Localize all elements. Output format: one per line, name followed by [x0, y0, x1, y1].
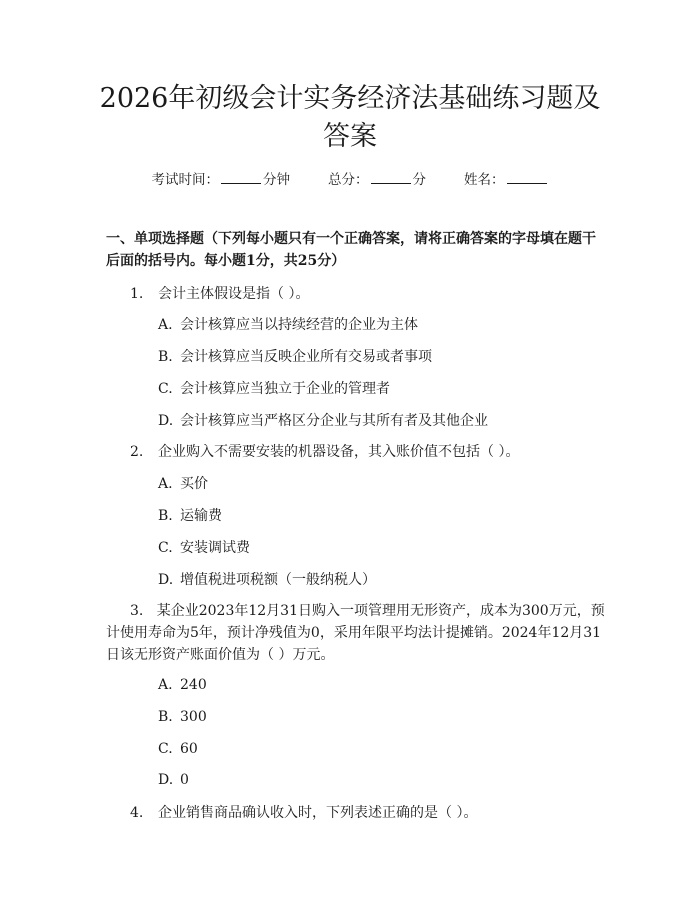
- option-1a: [158, 314, 598, 336]
- option-text: 会计核算应当严格区分企业与其所有者及其他企业: [180, 413, 488, 429]
- option-text: 0: [180, 772, 189, 788]
- option-2b: [158, 505, 598, 527]
- question-1: [106, 283, 606, 305]
- time-blank: [221, 171, 261, 184]
- option-letter: D.: [158, 772, 174, 788]
- option-text: 安装调试费: [180, 540, 250, 556]
- name-label: 姓名：: [464, 172, 505, 188]
- option-3b: [158, 706, 598, 728]
- option-letter: A.: [158, 677, 173, 693]
- section-heading: 一、单项选择题（下列每小题只有一个正确答案，请将正确答案的字母填在题干后面的括号内。每小题1分，共25分）: [106, 231, 596, 269]
- option-letter: C.: [158, 381, 173, 397]
- option-letter: C.: [158, 540, 173, 556]
- option-text: 会计核算应当独立于企业的管理者: [180, 381, 390, 397]
- option-letter: B.: [158, 709, 173, 725]
- option-3d: [158, 769, 598, 791]
- time-unit: 分钟: [263, 172, 290, 188]
- exam-name: [464, 168, 549, 188]
- question-3: [106, 600, 606, 666]
- score-blank: [371, 171, 411, 184]
- document-title: 2026年初级会计实务经济法基础练习题及答案: [99, 83, 601, 152]
- option-letter: B.: [158, 508, 173, 524]
- question-text: 某企业2023年12月31日购入一项管理用无形资产，成本为300万元，预计使用寿命为5年，预计净残值为0，采用年限平均法计提摊销。2024年12月31日该无形资产账面价值为（ ）万元。: [106, 603, 605, 663]
- question-number: 1.: [130, 286, 144, 302]
- time-label: 考试时间：: [151, 172, 219, 188]
- exam-meta: [0, 168, 700, 188]
- option-3c: [158, 738, 598, 760]
- question-4: [106, 802, 606, 824]
- exam-score: [328, 168, 426, 188]
- question-number: 3.: [130, 603, 144, 619]
- score-unit: 分: [412, 172, 426, 188]
- option-text: 300: [180, 709, 207, 725]
- option-2c: [158, 537, 598, 559]
- option-3a: [158, 674, 598, 696]
- option-text: 240: [180, 677, 207, 693]
- option-letter: D.: [158, 572, 174, 588]
- option-2d: [158, 569, 598, 591]
- score-label: 总分：: [328, 172, 369, 188]
- option-letter: C.: [158, 741, 173, 757]
- option-text: 买价: [180, 476, 208, 492]
- question-text: 会计主体假设是指（ ）。: [158, 286, 310, 302]
- option-text: 会计核算应当反映企业所有交易或者事项: [180, 349, 432, 365]
- option-1b: [158, 346, 598, 368]
- question-number: 2.: [130, 444, 144, 460]
- option-letter: A.: [158, 476, 173, 492]
- option-text: 运输费: [180, 508, 222, 524]
- option-text: 增值税进项税额（一般纳税人）: [180, 572, 376, 588]
- exam-time: [152, 168, 291, 188]
- option-1c: [158, 378, 598, 400]
- option-text: 60: [180, 741, 198, 757]
- option-text: 会计核算应当以持续经营的企业为主体: [180, 317, 418, 333]
- question-number: 4.: [130, 805, 144, 821]
- question-text: 企业购入不需要安装的机器设备，其入账价值不包括（ ）。: [158, 444, 520, 460]
- option-2a: [158, 473, 598, 495]
- option-letter: D.: [158, 413, 174, 429]
- option-letter: B.: [158, 349, 173, 365]
- option-letter: A.: [158, 317, 173, 333]
- question-2: [106, 441, 606, 463]
- option-1d: [158, 410, 598, 432]
- name-blank: [507, 171, 547, 184]
- question-text: 企业销售商品确认收入时，下列表述正确的是（ ）。: [158, 805, 478, 821]
